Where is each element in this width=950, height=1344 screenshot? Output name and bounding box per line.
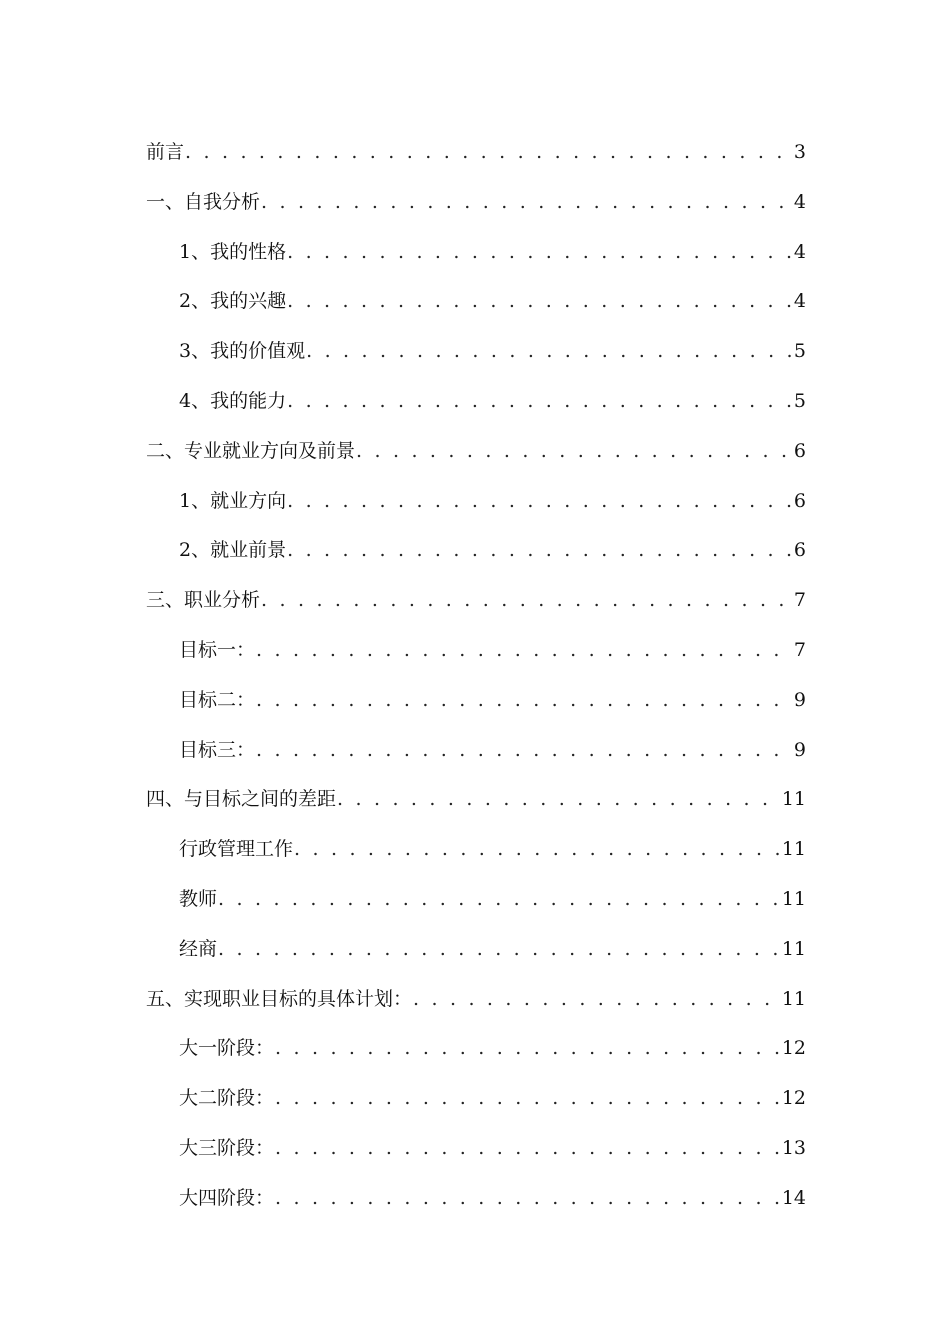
toc-dot-leader xyxy=(413,975,780,1025)
toc-dot-leader xyxy=(185,128,792,178)
toc-dot-leader xyxy=(261,178,792,228)
toc-dot-leader xyxy=(256,726,792,776)
toc-entry[interactable] xyxy=(146,975,806,1025)
toc-dot-leader xyxy=(261,576,792,626)
toc-dot-leader xyxy=(356,427,792,477)
toc-entry-title: 大三阶段： xyxy=(179,1136,275,1159)
toc-entry-title: 三、职业分析 xyxy=(146,589,261,612)
toc-entry-page-number: 6 xyxy=(793,489,806,512)
toc-entry-page-number: 11 xyxy=(781,987,806,1010)
toc-entry[interactable] xyxy=(146,825,806,875)
toc-entry-page-number: 4 xyxy=(793,290,806,313)
toc-entry[interactable] xyxy=(146,1024,806,1074)
toc-dot-leader xyxy=(337,775,780,825)
toc-entry-page-number: 14 xyxy=(781,1186,806,1209)
toc-dot-leader xyxy=(275,1024,780,1074)
toc-dot-leader xyxy=(287,477,792,527)
toc-dot-leader xyxy=(218,925,780,975)
toc-dot-leader xyxy=(275,1124,780,1174)
toc-entry-page-number: 9 xyxy=(793,688,806,711)
toc-entry-page-number: 11 xyxy=(781,838,806,861)
toc-entry-title: 大二阶段： xyxy=(179,1087,275,1110)
toc-entry-title: 大一阶段： xyxy=(179,1037,275,1060)
toc-entry-title: 目标二： xyxy=(179,688,256,711)
toc-entry[interactable] xyxy=(146,726,806,776)
toc-entry-title: 大四阶段： xyxy=(179,1186,275,1209)
toc-dot-leader xyxy=(287,228,792,278)
toc-dot-leader xyxy=(256,676,792,726)
toc-entry-title: 经商 xyxy=(179,937,218,960)
toc-entry[interactable] xyxy=(146,1074,806,1124)
toc-entry-title: 前言 xyxy=(146,141,185,163)
toc-dot-leader xyxy=(294,825,780,875)
toc-entry[interactable] xyxy=(146,477,806,527)
toc-entry[interactable] xyxy=(146,576,806,626)
toc-entry-title: 目标一： xyxy=(179,638,256,661)
toc-entry-page-number: 11 xyxy=(781,788,806,811)
toc-entry-page-number: 4 xyxy=(793,240,806,263)
toc-dot-leader xyxy=(306,327,792,377)
toc-entry-page-number: 9 xyxy=(793,738,806,761)
toc-entry-title: 二、专业就业方向及前景 xyxy=(146,439,356,462)
toc-entry[interactable] xyxy=(146,327,806,377)
toc-entry[interactable] xyxy=(146,626,806,676)
toc-entry-title: 教师 xyxy=(179,887,218,910)
toc-entry-title: 2、就业前景 xyxy=(179,539,287,562)
toc-entry-page-number: 5 xyxy=(793,340,806,363)
toc-entry-title: 2、我的兴趣 xyxy=(179,290,287,313)
toc-entry-page-number: 3 xyxy=(793,141,806,163)
toc-entry-title: 4、我的能力 xyxy=(179,389,287,412)
toc-entry[interactable] xyxy=(146,775,806,825)
toc-entry-page-number: 5 xyxy=(793,389,806,412)
toc-entry[interactable] xyxy=(146,925,806,975)
toc-entry-title: 一、自我分析 xyxy=(146,190,261,213)
toc-entry-page-number: 6 xyxy=(793,439,806,462)
toc-entry-page-number: 12 xyxy=(781,1087,806,1110)
toc-dot-leader xyxy=(275,1174,780,1224)
toc-entry-page-number: 4 xyxy=(793,190,806,213)
toc-entry[interactable] xyxy=(146,228,806,278)
toc-entry[interactable] xyxy=(146,178,806,228)
toc-dot-leader xyxy=(287,526,792,576)
toc-entry[interactable] xyxy=(146,277,806,327)
toc-entry[interactable] xyxy=(146,1174,806,1224)
table-of-contents xyxy=(146,128,806,1224)
toc-entry-title: 五、实现职业目标的具体计划： xyxy=(146,987,413,1010)
toc-entry-page-number: 12 xyxy=(781,1037,806,1060)
toc-entry-title: 行政管理工作 xyxy=(179,838,294,861)
toc-entry-page-number: 11 xyxy=(781,887,806,910)
toc-entry[interactable] xyxy=(146,377,806,427)
toc-entry-title: 目标三： xyxy=(179,738,256,761)
toc-dot-leader xyxy=(218,875,780,925)
toc-entry-page-number: 7 xyxy=(793,638,806,661)
toc-entry-title: 四、与目标之间的差距 xyxy=(146,788,337,811)
toc-entry[interactable] xyxy=(146,1124,806,1174)
toc-entry-title: 1、我的性格 xyxy=(179,240,287,263)
toc-entry[interactable] xyxy=(146,128,806,178)
toc-dot-leader xyxy=(256,626,792,676)
toc-entry[interactable] xyxy=(146,526,806,576)
toc-entry[interactable] xyxy=(146,427,806,477)
toc-dot-leader xyxy=(287,377,792,427)
toc-entry-title: 1、就业方向 xyxy=(179,489,287,512)
toc-entry-page-number: 13 xyxy=(781,1136,806,1159)
toc-entry-page-number: 6 xyxy=(793,539,806,562)
toc-dot-leader xyxy=(287,277,792,327)
toc-entry-title: 3、我的价值观 xyxy=(179,340,306,363)
toc-entry[interactable] xyxy=(146,676,806,726)
toc-entry[interactable] xyxy=(146,875,806,925)
toc-dot-leader xyxy=(275,1074,780,1124)
toc-entry-page-number: 11 xyxy=(781,937,806,960)
toc-entry-page-number: 7 xyxy=(793,589,806,612)
